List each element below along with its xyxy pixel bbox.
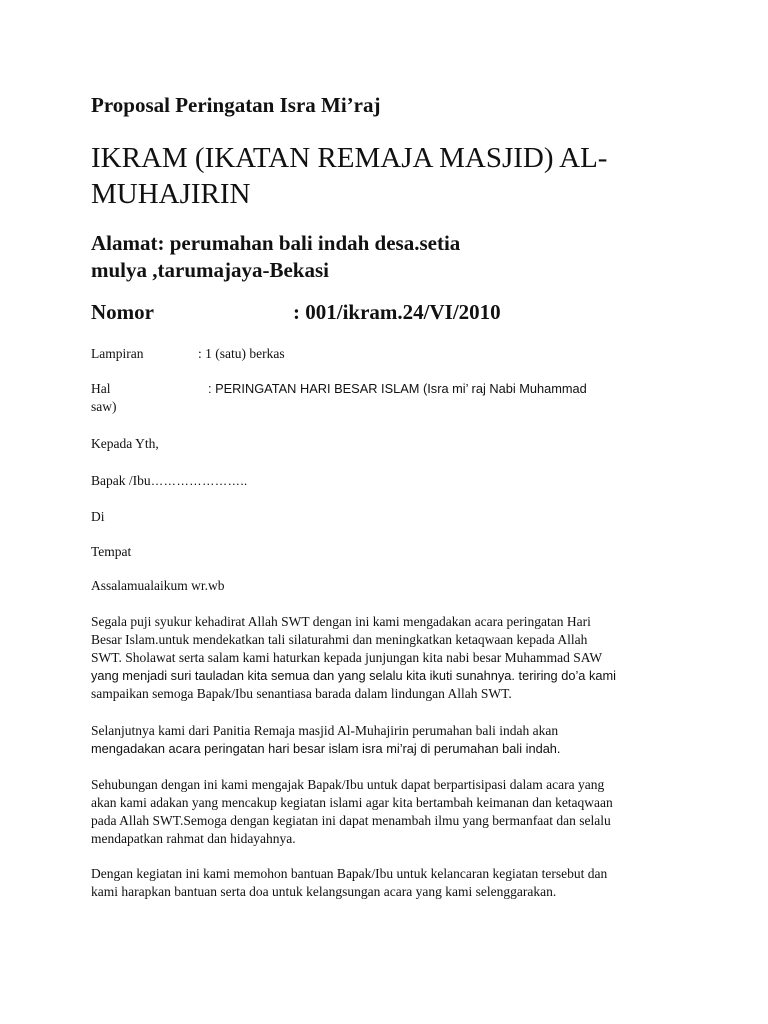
salutation: Assalamualaikum wr.wb xyxy=(91,578,225,593)
address-line-2: mulya ,tarumajaya-Bekasi xyxy=(91,258,329,282)
paragraph-1-line-2: Besar Islam.untuk mendekatkan tali silaturahmi dan meningkatkan ketaqwaan kepada Allah xyxy=(91,632,588,647)
hal-value: : PERINGATAN HARI BESAR ISLAM (Isra mi’ raj Nabi Muhammad xyxy=(208,381,587,396)
di-line: Di xyxy=(91,509,105,524)
paragraph-1-line-4-part-b: teriring do’a kami xyxy=(514,668,616,683)
hal-value-continuation: saw) xyxy=(91,399,117,414)
paragraph-4-line-1: Dengan kegiatan ini kami memohon bantuan Bapak/Ibu untuk kelancaran kegiatan tersebut dan xyxy=(91,866,608,881)
paragraph-1-line-3: SWT. Sholawat serta salam kami haturkan kepada junjungan kita nabi besar Muhammad SAW xyxy=(91,650,603,665)
paragraph-2 xyxy=(91,722,691,758)
lampiran-label: Lampiran xyxy=(91,346,144,361)
paragraph-1 xyxy=(91,613,691,703)
nomor-value: : 001/ikram.24/VI/2010 xyxy=(293,300,501,324)
organization-name-line-2: MUHAJIRIN xyxy=(91,178,251,210)
lampiran-value: : 1 (satu) berkas xyxy=(198,346,285,361)
tempat-line: Tempat xyxy=(91,544,132,559)
paragraph-1-line-5: sampaikan semoga Bapak/Ibu senantiasa barada dalam lindungan Allah SWT. xyxy=(91,686,512,701)
hal-row xyxy=(91,380,587,398)
paragraph-3-line-2: akan kami adakan yang mencakup kegiatan islami agar kita bertambah keimanan dan ketaqwaan xyxy=(91,795,613,810)
paragraph-4 xyxy=(91,865,691,901)
recipient-blank-dots: ………………….. xyxy=(150,473,248,488)
nomor-row xyxy=(91,300,501,325)
paragraph-3-line-4: mendapatkan rahmat dan hidayahnya. xyxy=(91,831,296,846)
lampiran-row xyxy=(91,345,285,363)
address xyxy=(91,230,531,284)
organization-name xyxy=(91,140,691,212)
paragraph-3 xyxy=(91,776,691,848)
nomor-label: Nomor xyxy=(91,300,154,324)
organization-name-line-1: IKRAM (IKATAN REMAJA MASJID) AL- xyxy=(91,142,608,174)
recipient-greeting: Kepada Yth, xyxy=(91,436,159,451)
paragraph-4-line-2: kami harapkan bantuan serta doa untuk kelangsungan acara yang kami selenggarakan. xyxy=(91,884,557,899)
address-line-1: Alamat: perumahan bali indah desa.setia xyxy=(91,231,461,255)
recipient-prefix: Bapak /Ibu xyxy=(91,473,151,488)
paragraph-3-line-3: pada Allah SWT.Semoga dengan kegiatan ini dapat menambah ilmu yang bermanfaat dan selalu xyxy=(91,813,611,828)
recipient-name-line xyxy=(91,472,247,490)
paragraph-2-line-2: mengadakan acara peringatan hari besar islam isra mi’raj di perumahan bali indah. xyxy=(91,741,561,756)
paragraph-1-line-4 xyxy=(91,667,691,685)
paragraph-3-line-1: Sehubungan dengan ini kami mengajak Bapak/Ibu untuk dapat berpartisipasi dalam acara yang xyxy=(91,777,605,792)
document-title: Proposal Peringatan Isra Mi’raj xyxy=(91,93,381,117)
hal-label: Hal xyxy=(91,381,111,396)
paragraph-1-line-1: Segala puji syukur kehadirat Allah SWT dengan ini kami mengadakan acara peringatan Hari xyxy=(91,614,591,629)
paragraph-2-line-1: Selanjutnya kami dari Panitia Remaja masjid Al-Muhajirin perumahan bali indah akan xyxy=(91,723,559,738)
paragraph-1-line-4-part-a: yang menjadi suri tauladan kita semua dan yang selalu kita ikuti sunahnya. xyxy=(91,668,515,683)
